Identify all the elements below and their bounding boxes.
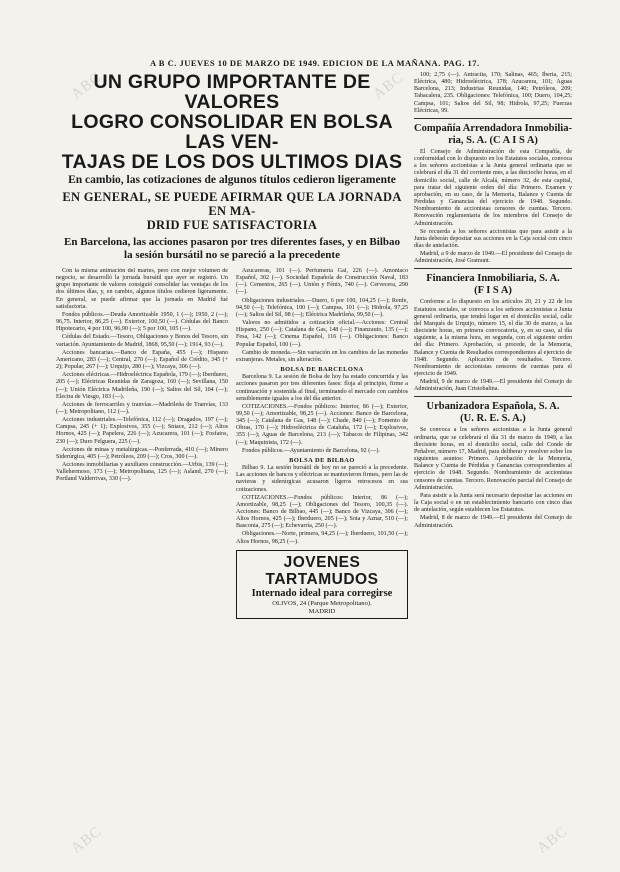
deck-1: En cambio, las cotizaciones de algunos títulos cedieron ligeramente [68, 174, 396, 186]
notice-paragraph: Madrid, 8 de marzo de 1949.—El presidente del Consejo de Administración. [414, 515, 572, 529]
article-paragraph: Acciones de minas y metalúrgicas.—Ponferrada, 410 (—); Minero Siderúrgica, 405 (—); Petróleos, 209 (—); Cros, 300 (—). [56, 446, 228, 460]
article-paragraph: Cambio de moneda.—Sin variación en los cambios de las monedas extranjeras. Metales, sin alteración. [236, 349, 408, 363]
notice-title-fisa [414, 273, 572, 297]
notice-title-caisa [414, 123, 572, 147]
headline-line: UN GRUPO IMPORTANTE DE VALORES [93, 71, 371, 113]
deck-3-line: En Barcelona, las acciones pasaron por tres diferentes fases, y en Bilbao [63, 236, 400, 248]
article-paragraph: Acciones de ferrocarriles y tranvías.—Madrileña de Tranvías, 133 (—); Metropolitano, 112 (—). [56, 401, 228, 415]
article-paragraph: Acciones industriales.—Telefónica, 112 (—); Dragados, 197 (—); Campsa, 245 (+ 1); Explosivos, 355 (—); Sniace, 212 (—); Altos Hornos, 425 (—); Papelera, 226 (—); Azucarera, 101 (—); Fosfatos, 230 (—); Duro Felguera, 225 (—). [56, 417, 228, 445]
article-paragraph: Acciones bancarias.—Banco de España, 455 (—); Hispano Americano, 283 (—); Central, 270 (—); Español de Crédito, 345 (+ 2); Popular, 267 (—); Urquijo, 280 (—); Vizcaya, 306 (—). [56, 349, 228, 371]
section-title-barcelona: BOLSA DE BARCELONA [280, 366, 364, 374]
article-paragraph: Acciones inmobiliarias y auxiliares construcción.—Urbis, 139 (—); Vallehermoso, 173 (—); Metropolitana, 125 (—); Asland, 270 (—); Portland Valderrivas, 330 (—). [56, 462, 228, 483]
advertisement-title: JOVENES TARTAMUDOS [265, 553, 379, 588]
notice-paragraph: Se convoca a los señores accionistas a la Junta general ordinaria, que se celebrará el día 31 de marzo de 1949, a las diecisiete horas, en el domicilio social, calle del Conde de Peñalver, número 17, Madrid, para deliberar y resolver sobre los siguientes asuntos: Primero. Aprobación de la Memoria, Balance y Cuenta de Pérdidas y Ganancias correspondientes al ejercicio de 1948. Segundo. Nombramiento de accionistas censores de cuentas. Tercero. Renovación parcial del Consejo de Administración. [414, 427, 572, 491]
article-paragraph: Barcelona 9. La sesión de Bolsa de hoy ha estado concurrida y las acciones pasaron por tres diferentes fases: floja al principio, firme a continuación y sostenida al final, terminando el mercado con cambios sensiblemente iguales a los del día anterior. [236, 374, 408, 402]
notice-paragraph: El Consejo de Administración de esta Compañía, de conformidad con lo dispuesto en los Estatutos sociales, convoca a los señores accionistas a la Junta general ordinaria que se celebrará el día 31 del corriente mes, a las dieciocho horas, en el domicilio social, calle de Alcalá, número 32, de esta capital, para tratar del siguiente orden del día: Primero. Examen y aprobación, en su caso, de la Memoria, Balance y Cuenta de Pérdidas y Ganancias del ejercicio de 1948. Segundo. Nombramiento de accionistas censores de cuentas. Tercero. Renovación reglamentaria de los miembros del Consejo de Administración. [414, 148, 572, 227]
watermark: ABC [370, 69, 407, 103]
section-title-bilbao: BOLSA DE BILBAO [289, 456, 355, 464]
article-columns [56, 268, 408, 619]
notice-paragraph: Madrid, a 9 de marzo de 1949.—El presidente del Consejo de Administración, José Gramunt. [414, 251, 572, 265]
article-paragraph: COTIZACIONES.—Fondos públicos: Interior, 86 (—); Amortizable, 98,25 (—); Obligaciones del Tesoro, 100,35 (—). Acciones: Banco de Bilbao, 445 (—); Banco de Vizcaya, 306 (—); Altos Hornos, 425 (—); Iberduero, 205 (—); Sota y Aznar, 510 (—); Basconia, 275 (—); Echevarría, 250 (—). [236, 494, 408, 530]
deck-2-line: DRID FUE SATISFACTORIA [146, 218, 318, 232]
notice-paragraph: Madrid, 9 de marzo de 1949.—El presidente del Consejo de Administración, Juan Cristobalina. [414, 379, 572, 393]
notice-title-line: (F I S A) [474, 285, 512, 297]
notice-paragraph: Se recuerda a los señores accionistas que para asistir a la Junta deberán depositar sus acciones en la Caja social con cinco días de antelación. [414, 228, 572, 249]
notice-title-line: (U. R. E. S. A.) [460, 413, 526, 425]
advertisement-address: OLIVOS, 24 (Parque Metropolitano). [272, 599, 372, 607]
column-rule [414, 118, 572, 119]
watermark: ABC [68, 69, 105, 103]
main-article [56, 72, 408, 619]
notice-title-line: Urbanizadora Española, S. A. [426, 401, 560, 413]
headline-line: LOGRO CONSOLIDAR EN BOLSA LAS VEN- [71, 111, 393, 153]
article-paragraph: Valores no admitidos a cotización oficial.—Acciones: Central Hispano, 250 (—); Catalana de Gas, 148 (—); Finanzauto, 135 (—); Fesa, 142 (—); Cinema Español, 116 (—). Obligaciones: Banco Popular Español, 100 (—). [236, 320, 408, 348]
article-paragraph: Azucareras, 101 (—). Perfumería Gal, 226 (—). Amoniaco Español, 302 (—). Sociedad Española de Construcción Naval, 183 (—). Cementos, 265 (—). Unión y Fénix, 740 (—). Cervecera, 290 (—). [236, 268, 408, 296]
article-paragraph: Fondos públicos.—Deuda Amortizable 1950, 1 (—); 1950, 2 (—); 96,75. Interior, 86,25 (—). Exterior, 100,50 (—). Cédulas del Banco Hipotecario, 4 por 100, 96,90 (—); 5 por 100, 105 (—). [56, 311, 228, 333]
notice-title-line: ria, S. A. (C A I S A) [448, 134, 538, 146]
watermark: ABC [68, 823, 105, 857]
notice-paragraph: Para asistir a la Junta será necesario depositar las acciones en la Caja social o en un establecimiento bancario con cinco días de antelación, según establecen los Estatutos. [414, 492, 572, 514]
article-paragraph: Con la misma animación del martes, pero con mejor volumen de negocio, se desarrolló la jornada bursátil que ayer se registró. Un grupo importante de valores consiguió consolidar las ventajas de los dos últimos días, y, en cambio, algunos títulos cedieron ligeramente. En general, se puede afirmar que la jornada en Madrid fué satisfactoria. [56, 268, 228, 310]
column-rule [414, 396, 572, 397]
deck-2 [56, 190, 408, 232]
deck-3 [56, 236, 408, 262]
article-paragraph: COTIZACIONES.—Fondos públicos: Interior, 86 (—); Exterior, 99,50 (—); Amortizable, 98,25 (—). Acciones: Banco de Barcelona, 345 (—); Catalana de Gas, 148 (—); Chade, 840 (—); Fomento de Obras, 170 (—); Hidroeléctrica de Cataluña, 172 (—); Explosivos, 355 (—); Aguas de Barcelona, 213 (—); Tabacos de Filipinas, 342 (—); Maquinista, 172 (—). [236, 403, 408, 446]
headline-line: TAJAS DE LOS DOS ULTIMOS DIAS [61, 151, 403, 173]
article-paragraph: Acciones eléctricas.—Hidroeléctrica Española, 179 (—); Iberduero, 205 (—); Eléctricas Reunidas de Zaragoza, 160 (—); Sevillana, 150 (—); Unión Eléctrica Madrileña, 190 (—); Saltos del Sil, 104 (—); Electra de Viesgo, 183 (—). [56, 372, 228, 400]
watermark: ABC [534, 823, 571, 857]
article-paragraph: Bilbao 9. La sesión bursátil de hoy no se pareció a la precedente. Las acciones de bancos y eléctricas se mantuvieron firmes, pero las de navieras y siderúrgicas acusaron ligeros retrocesos en sus cotizaciones. [236, 465, 408, 493]
article-column-2 [236, 268, 408, 619]
article-paragraph: Obligaciones.—Norte, primera, 94,25 (—); Iberduero, 101,50 (—); Altos Hornos, 98,25 (—). [236, 531, 408, 545]
advertisement-subtitle: Internado ideal para corregirse [251, 587, 393, 599]
headline [56, 72, 408, 172]
article-paragraph: Fondos públicos.—Ayuntamiento de Barcelona, 92 (—). [242, 447, 380, 454]
deck-2-line: EN GENERAL, SE PUEDE AFIRMAR QUE LA JORNADA EN MA- [62, 190, 402, 218]
advertisement-box [236, 550, 408, 619]
notices-column [414, 72, 572, 531]
advertisement-city: MADRID [308, 607, 336, 615]
article-paragraph: Cédulas del Estado.—Tesoro, Obligaciones y Bonos del Tesoro, sin variación. Ayuntamiento de Madrid, 1868, 95,50 (—); 1914, 93 (—). [56, 334, 228, 348]
notice-paragraph: Conforme a lo dispuesto en los artículos 20, 21 y 22 de los Estatutos sociales, se convoca a los señores accionistas a Junta general ordinaria, que tendrá lugar en el domicilio social, calle del Marqués de Urquijo, número 15, el día 30 de marzo, a las diecisiete horas, en primera convocatoria, y, en su caso, al día siguiente, a la misma hora, en segunda, con el siguiente orden del día: Primero. Aprobación, si procede, de la Memoria, Balance y Cuenta de Resultados correspondientes al ejercicio de 1948. Segundo. Aplicación de resultados. Tercero. Nombramiento de accionistas censores de cuentas para el ejercicio de 1949. [414, 299, 572, 377]
article-paragraph: Obligaciones industriales.—Duero, 6 por 100, 104,25 (—); Renfe, 94,50 (—); Telefónica, 100 (—); Campsa, 101 (—); Hidrola, 97,25 (—); Saltos del Sil, 98 (—); Eléctrica Madrileña, 99,50 (—). [236, 297, 408, 318]
notice-title-line: Compañía Arrendadora Inmobilia- [414, 122, 572, 134]
notice-paragraph: 100; 2,75 (—). Antracita, 170; Salinas, 465; Iberia, 215; Eléctrica, 480; Hidroeléctrica, 178; Azucarera, 101; Aguas Barcelona, 213; Industrias Reunidas, 140; Petróleos, 209; Tabacalera, 235. Obligaciones: Telefónica, 100; Duero, 104,25; Campsa, 101; Saltos del Sil, 98; Hidrola, 97,25; Fuerzas Eléctricas, 99. [414, 72, 572, 114]
column-rule [414, 268, 572, 269]
deck-3-line: la sesión bursátil no se pareció a la precedente [124, 249, 340, 261]
notice-title-line: Financiera Inmobiliaria, S. A. [426, 273, 560, 285]
article-column-1 [56, 268, 228, 619]
notice-title-uresa [414, 401, 572, 425]
running-head: A B C. JUEVES 10 DE MARZO DE 1949. EDICION DE LA MAÑANA. PAG. 17. [150, 58, 480, 68]
